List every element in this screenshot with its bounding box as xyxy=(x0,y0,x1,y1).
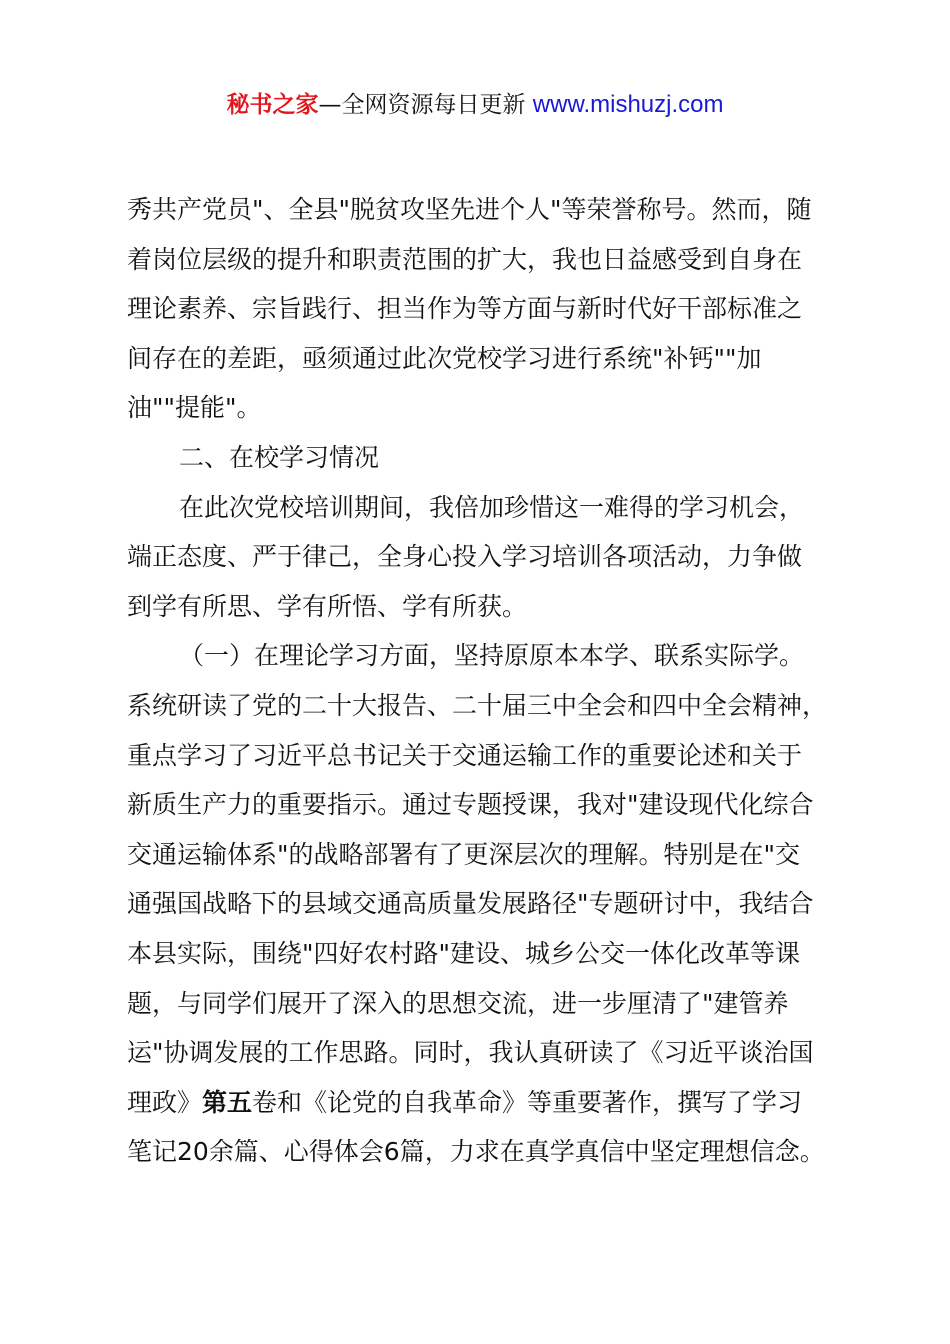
subsection-start: （一）在理论学习方面，坚持原原本本学、联系实际学。 xyxy=(179,641,805,671)
section-heading: 二、在校学习情况 xyxy=(179,442,380,472)
text-line: 本县实际，围绕"四好农村路"建设、城乡公交一体化改革等课 xyxy=(127,938,801,968)
website-url: www.mishuzj.com xyxy=(532,91,724,118)
text-line: 到学有所思、学有所悟、学有所获。 xyxy=(127,591,528,621)
page-header xyxy=(0,88,950,122)
text-line: 新质生产力的重要指示。通过专题授课，我对"建设现代化综合 xyxy=(127,790,814,820)
text-line: 间存在的差距，亟须通过此次党校学习进行系统"补钙""加 xyxy=(127,343,762,373)
brand-name: 秘书之家 xyxy=(226,92,319,118)
text-line: 秀共产党员"、全县"脱贫攻坚先进个人"等荣誉称号。然而，随 xyxy=(127,195,812,224)
text-line: 通强国战略下的县域交通高质量发展路径"专题研讨中，我结合 xyxy=(127,889,814,919)
text-line: 油""提能"。 xyxy=(127,393,262,423)
text-line: 题，与同学们展开了深入的思想交流，进一步厘清了"建管养 xyxy=(127,988,789,1018)
document-body xyxy=(127,185,839,1177)
text-line: 端正态度、严于律己，全身心投入学习培训各项活动，力争做 xyxy=(127,542,803,572)
text-line: 笔记20余篇、心得体会6篇，力求在真学真信中坚定理想信念。 xyxy=(127,1137,825,1167)
text-line: 重点学习了习近平总书记关于交通运输工作的重要论述和关于 xyxy=(127,740,803,770)
paragraph-start: 在此次党校培训期间，我倍加珍惜这一难得的学习机会， xyxy=(179,492,805,522)
text-segment: 理政》 xyxy=(127,1087,203,1117)
text-line: 着岗位层级的提升和职责范围的扩大，我也日益感受到自身在 xyxy=(127,244,803,274)
text-line: 系统研读了党的二十大报告、二十届三中全会和四中全会精神， xyxy=(127,690,828,720)
bold-text: 第五 xyxy=(202,1087,253,1117)
text-line: 运"协调发展的工作思路。同时，我认真研读了《习近平谈治国 xyxy=(127,1038,814,1068)
text-line: 理论素养、宗旨践行、担当作为等方面与新时代好干部标准之 xyxy=(127,294,803,324)
header-slogan: —全网资源每日更新 xyxy=(318,92,533,118)
text-line-with-bold xyxy=(127,1078,839,1128)
text-segment: 卷和《论党的自我革命》等重要著作，撰写了学习 xyxy=(252,1087,803,1117)
text-line: 交通运输体系"的战略部署有了更深层次的理解。特别是在"交 xyxy=(127,839,801,869)
